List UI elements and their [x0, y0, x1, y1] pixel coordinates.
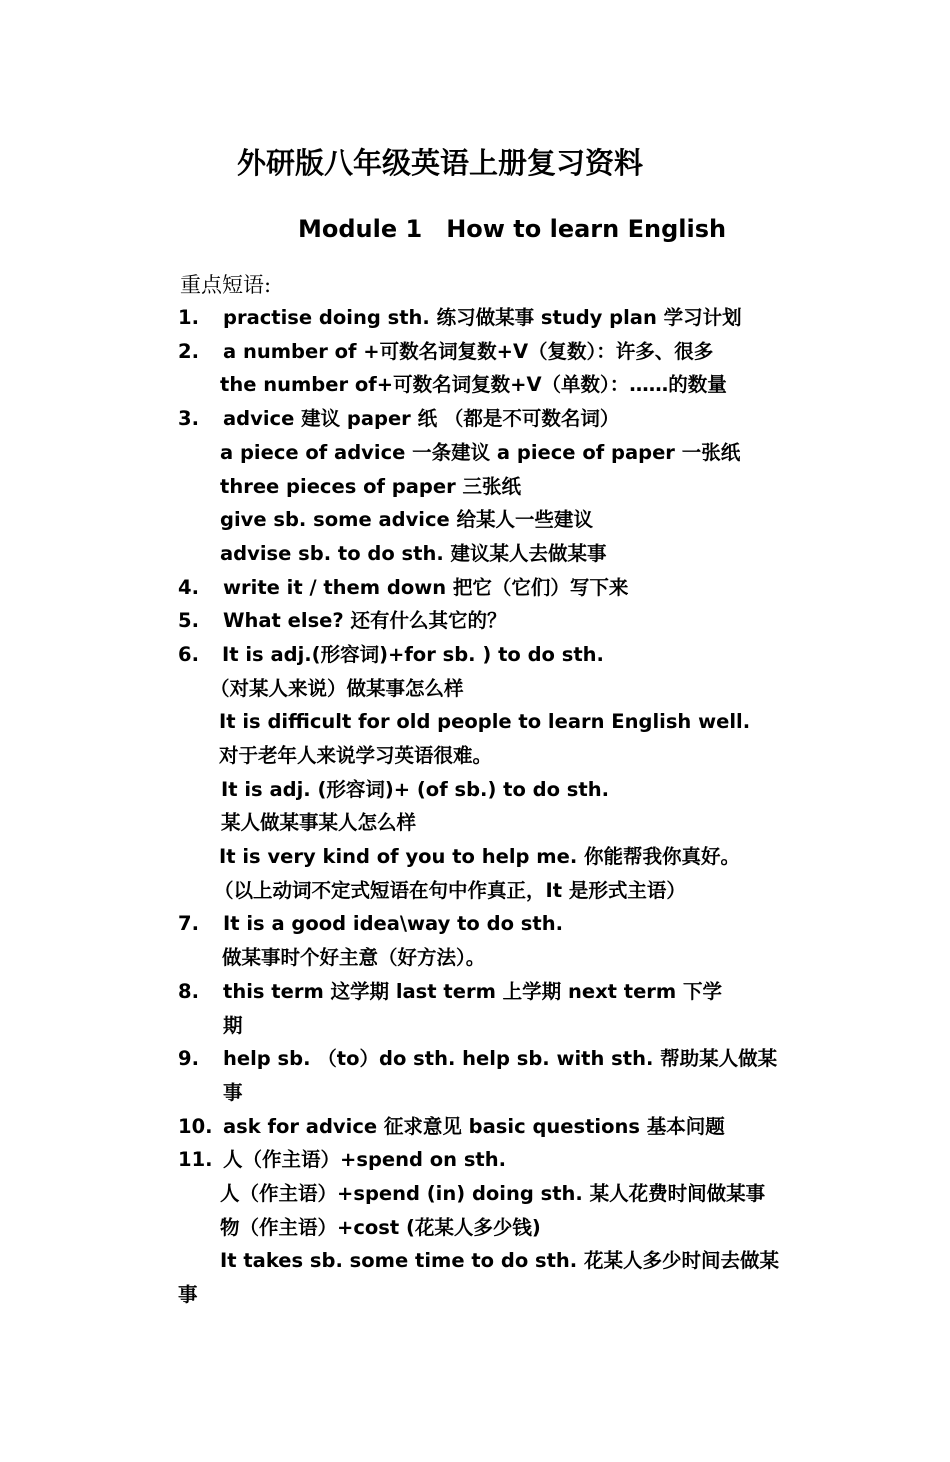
item-number: 2.: [178, 340, 199, 363]
phrase-line: 人（作主语）+spend on sth.: [223, 1148, 507, 1171]
phrase-line: 物（作主语）+cost (花某人多少钱): [220, 1216, 541, 1239]
phrase-line: 期: [223, 1014, 243, 1037]
phrase-line: It is adj.(形容词)+for sb. ) to do sth.: [222, 643, 604, 666]
item-number: 6.: [178, 643, 199, 666]
phrase-line: It is difficult for old people to learn English well.: [219, 710, 751, 733]
item-number: 10.: [178, 1115, 213, 1138]
phrase-line: a number of +可数名词复数+V（复数）：许多、很多: [223, 340, 714, 363]
phrase-line: a piece of advice 一条建议 a piece of paper 一张纸: [220, 441, 741, 464]
phrase-line: three pieces of paper 三张纸: [220, 475, 521, 498]
item-number: 8.: [178, 980, 199, 1003]
phrase-line: 事: [178, 1283, 198, 1306]
phrase-line: It is very kind of you to help me. 你能帮我你真好。: [219, 845, 741, 868]
item-number: 5.: [178, 609, 199, 632]
phrase-line: help sb. （to）do sth. help sb. with sth. 帮助某人做某: [223, 1047, 778, 1070]
phrase-line: It is a good idea\way to do sth.: [223, 912, 563, 935]
phrase-line: 对于老年人来说学习英语很难。: [219, 744, 493, 767]
module-heading: Module 1 How to learn English: [298, 215, 727, 243]
item-number: 3.: [178, 407, 199, 430]
phrase-line: （对某人来说）做某事怎么样: [210, 677, 464, 700]
phrase-line: this term 这学期 last term 上学期 next term 下学: [223, 980, 723, 1003]
phrase-line: ask for advice 征求意见 basic questions 基本问题: [223, 1115, 725, 1138]
phrase-line: 事: [223, 1081, 243, 1104]
phrase-line: practise doing sth. 练习做某事 study plan 学习计划: [223, 306, 742, 329]
phrase-line: 人（作主语）+spend (in) doing sth. 某人花费时间做某事: [220, 1182, 766, 1205]
phrase-line: advice 建议 paper 纸 （都是不可数名词）: [223, 407, 620, 430]
phrase-line: 某人做某事某人怎么样: [221, 811, 417, 834]
section-label: 重点短语:: [180, 273, 272, 297]
document-title: 外研版八年级英语上册复习资料: [237, 146, 644, 180]
item-number: 4.: [178, 576, 199, 599]
phrase-line: 做某事时个好主意（好方法）。: [222, 946, 486, 969]
phrase-line: write it / them down 把它（它们）写下来: [223, 576, 629, 599]
item-number: 1.: [178, 306, 199, 329]
item-number: 11.: [178, 1148, 213, 1171]
phrase-line: What else? 还有什么其它的？: [223, 609, 507, 632]
phrase-line: It takes sb. some time to do sth. 花某人多少时间去做某: [220, 1249, 780, 1272]
item-number: 7.: [178, 912, 199, 935]
phrase-line: It is adj. (形容词)+ (of sb.) to do sth.: [221, 778, 610, 801]
phrase-line: （以上动词不定式短语在句中作真正，It 是形式主语）: [214, 879, 686, 902]
item-number: 9.: [178, 1047, 199, 1070]
phrase-line: advise sb. to do sth. 建议某人去做某事: [220, 542, 607, 565]
phrase-line: give sb. some advice 给某人一些建议: [220, 508, 594, 531]
phrase-line: the number of+可数名词复数+V（单数）：……的数量: [220, 373, 727, 396]
